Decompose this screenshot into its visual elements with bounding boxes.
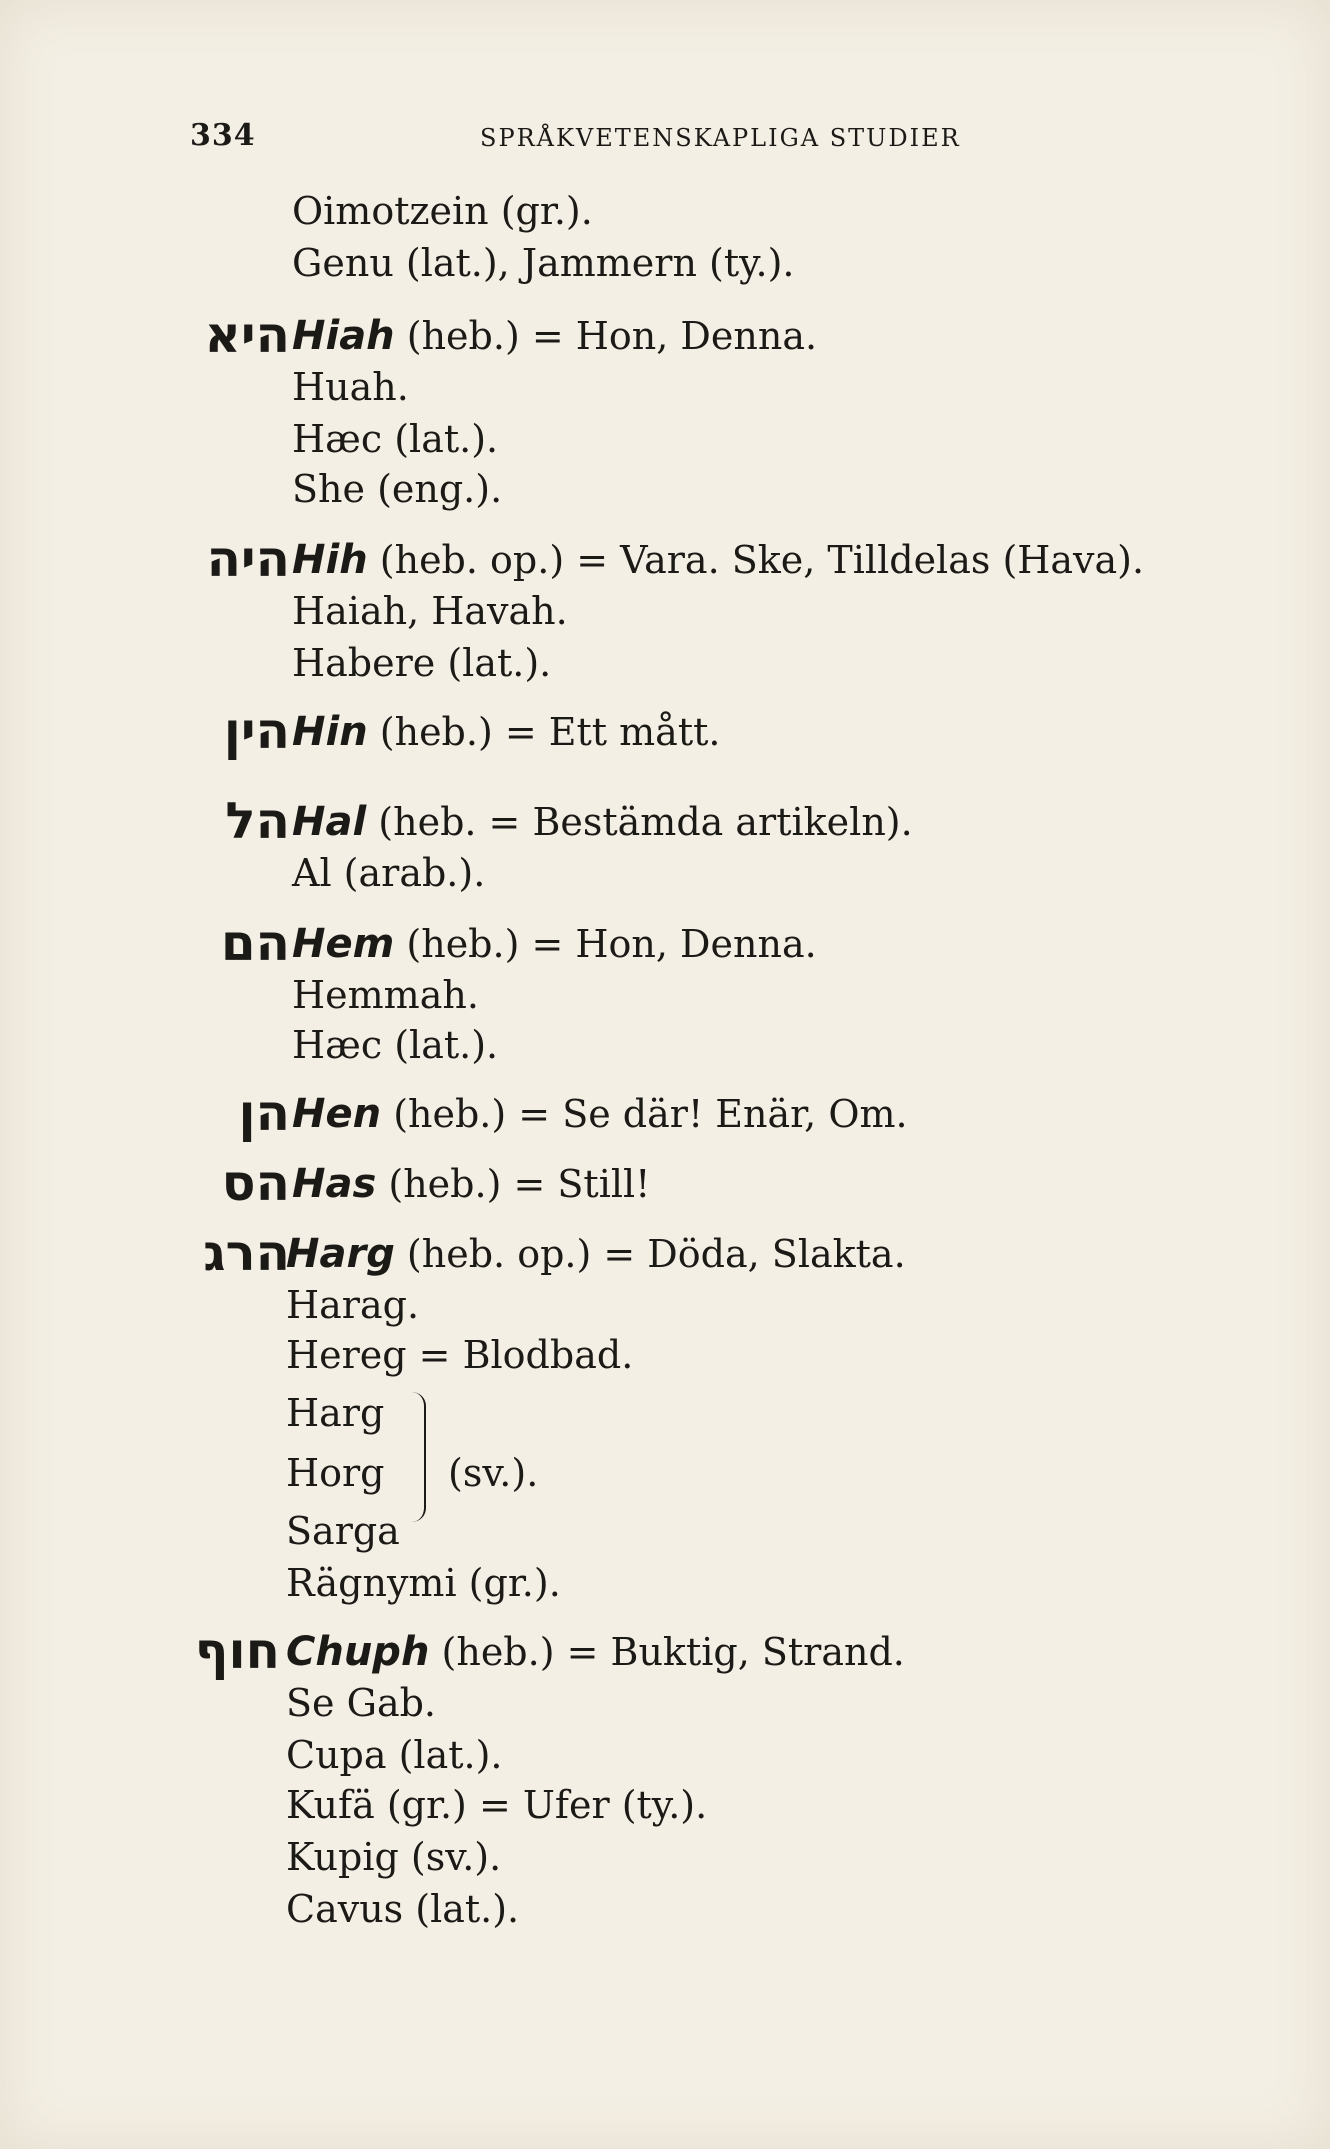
text-line: Haiah, Havah. [292, 589, 568, 633]
text-line: She (eng.). [292, 467, 503, 511]
entry-gloss: (heb.) = Se där! Enär, Om. [393, 1092, 908, 1136]
text-line: Hæc (lat.). [292, 1023, 499, 1067]
text-line: Huah. [292, 365, 409, 409]
brace-word: Horg [286, 1451, 385, 1495]
entry-headword: Has [292, 1161, 377, 1207]
text-line: Hemmah. [292, 973, 479, 1017]
text-line: Harag. [286, 1283, 420, 1327]
curly-brace [410, 1392, 426, 1522]
entry-gloss: (heb.) = Hon, Denna. [406, 314, 818, 358]
entry-headline [286, 1629, 905, 1675]
entry-gloss: (heb.) = Buktig, Strand. [441, 1630, 905, 1674]
entry-gloss: (heb. op.) = Vara. Ske, Tilldelas (Hava). [379, 538, 1145, 582]
hebrew-word: הן [238, 1084, 290, 1142]
entry-headword: Hin [292, 709, 368, 755]
entry-headline [292, 799, 913, 845]
entry-headword: Hem [292, 921, 395, 967]
entry-headword: Hih [292, 537, 368, 583]
entry-headline [292, 1091, 908, 1137]
text-line: Habere (lat.). [292, 641, 552, 685]
entry-headword: Hiah [292, 313, 395, 359]
text-line: Hæc (lat.). [292, 417, 499, 461]
text-line: Al (arab.). [292, 851, 486, 895]
brace-word: Sarga [286, 1509, 400, 1553]
entry-headword: Harg [286, 1231, 395, 1277]
text-line: Cupa (lat.). [286, 1733, 503, 1777]
entry-headline [292, 1161, 651, 1207]
text-line: Kufä (gr.) = Ufer (ty.). [286, 1783, 708, 1827]
entry-gloss: (heb.) = Hon, Denna. [406, 922, 817, 966]
entry-headline [286, 1231, 906, 1277]
text-line: Genu (lat.), Jammern (ty.). [292, 241, 795, 285]
entry-headline [292, 313, 818, 359]
text-line: Cavus (lat.). [286, 1887, 520, 1931]
hebrew-word: הס [221, 1154, 290, 1212]
entry-gloss: (heb. = Bestämda artikeln). [378, 800, 913, 844]
page-header [190, 118, 1190, 158]
hebrew-word: הם [220, 914, 290, 972]
entry-gloss: (heb.) = Ett mått. [379, 710, 721, 754]
brace-word: Harg [286, 1391, 385, 1435]
text-line: Rägnymi (gr.). [286, 1561, 561, 1605]
entry-headword: Chuph [286, 1629, 430, 1675]
entry-headline [292, 709, 721, 755]
entry-gloss: (heb. op.) = Döda, Slakta. [406, 1232, 906, 1276]
hebrew-word: היא [204, 306, 290, 364]
text-line: Hereg = Blodbad. [286, 1333, 634, 1377]
hebrew-word: חוף [194, 1622, 280, 1680]
entry-gloss: (heb.) = Still! [388, 1162, 651, 1206]
hebrew-word: הל [225, 792, 290, 850]
hebrew-word: הרג [203, 1224, 290, 1282]
running-title: SPRÅKVETENSKAPLIGA STUDIER [480, 124, 961, 152]
entry-headword: Hen [292, 1091, 382, 1137]
entry-headline [292, 537, 1145, 583]
entry-headword: Hal [292, 799, 367, 845]
brace-label: (sv.). [448, 1451, 539, 1495]
hebrew-word: הין [223, 702, 290, 760]
hebrew-word: היה [206, 530, 290, 588]
text-line: Kupig (sv.). [286, 1835, 502, 1879]
text-line: Se Gab. [286, 1681, 437, 1725]
page-number: 334 [190, 118, 256, 153]
entry-headline [292, 921, 817, 967]
text-line: Oimotzein (gr.). [292, 189, 593, 233]
